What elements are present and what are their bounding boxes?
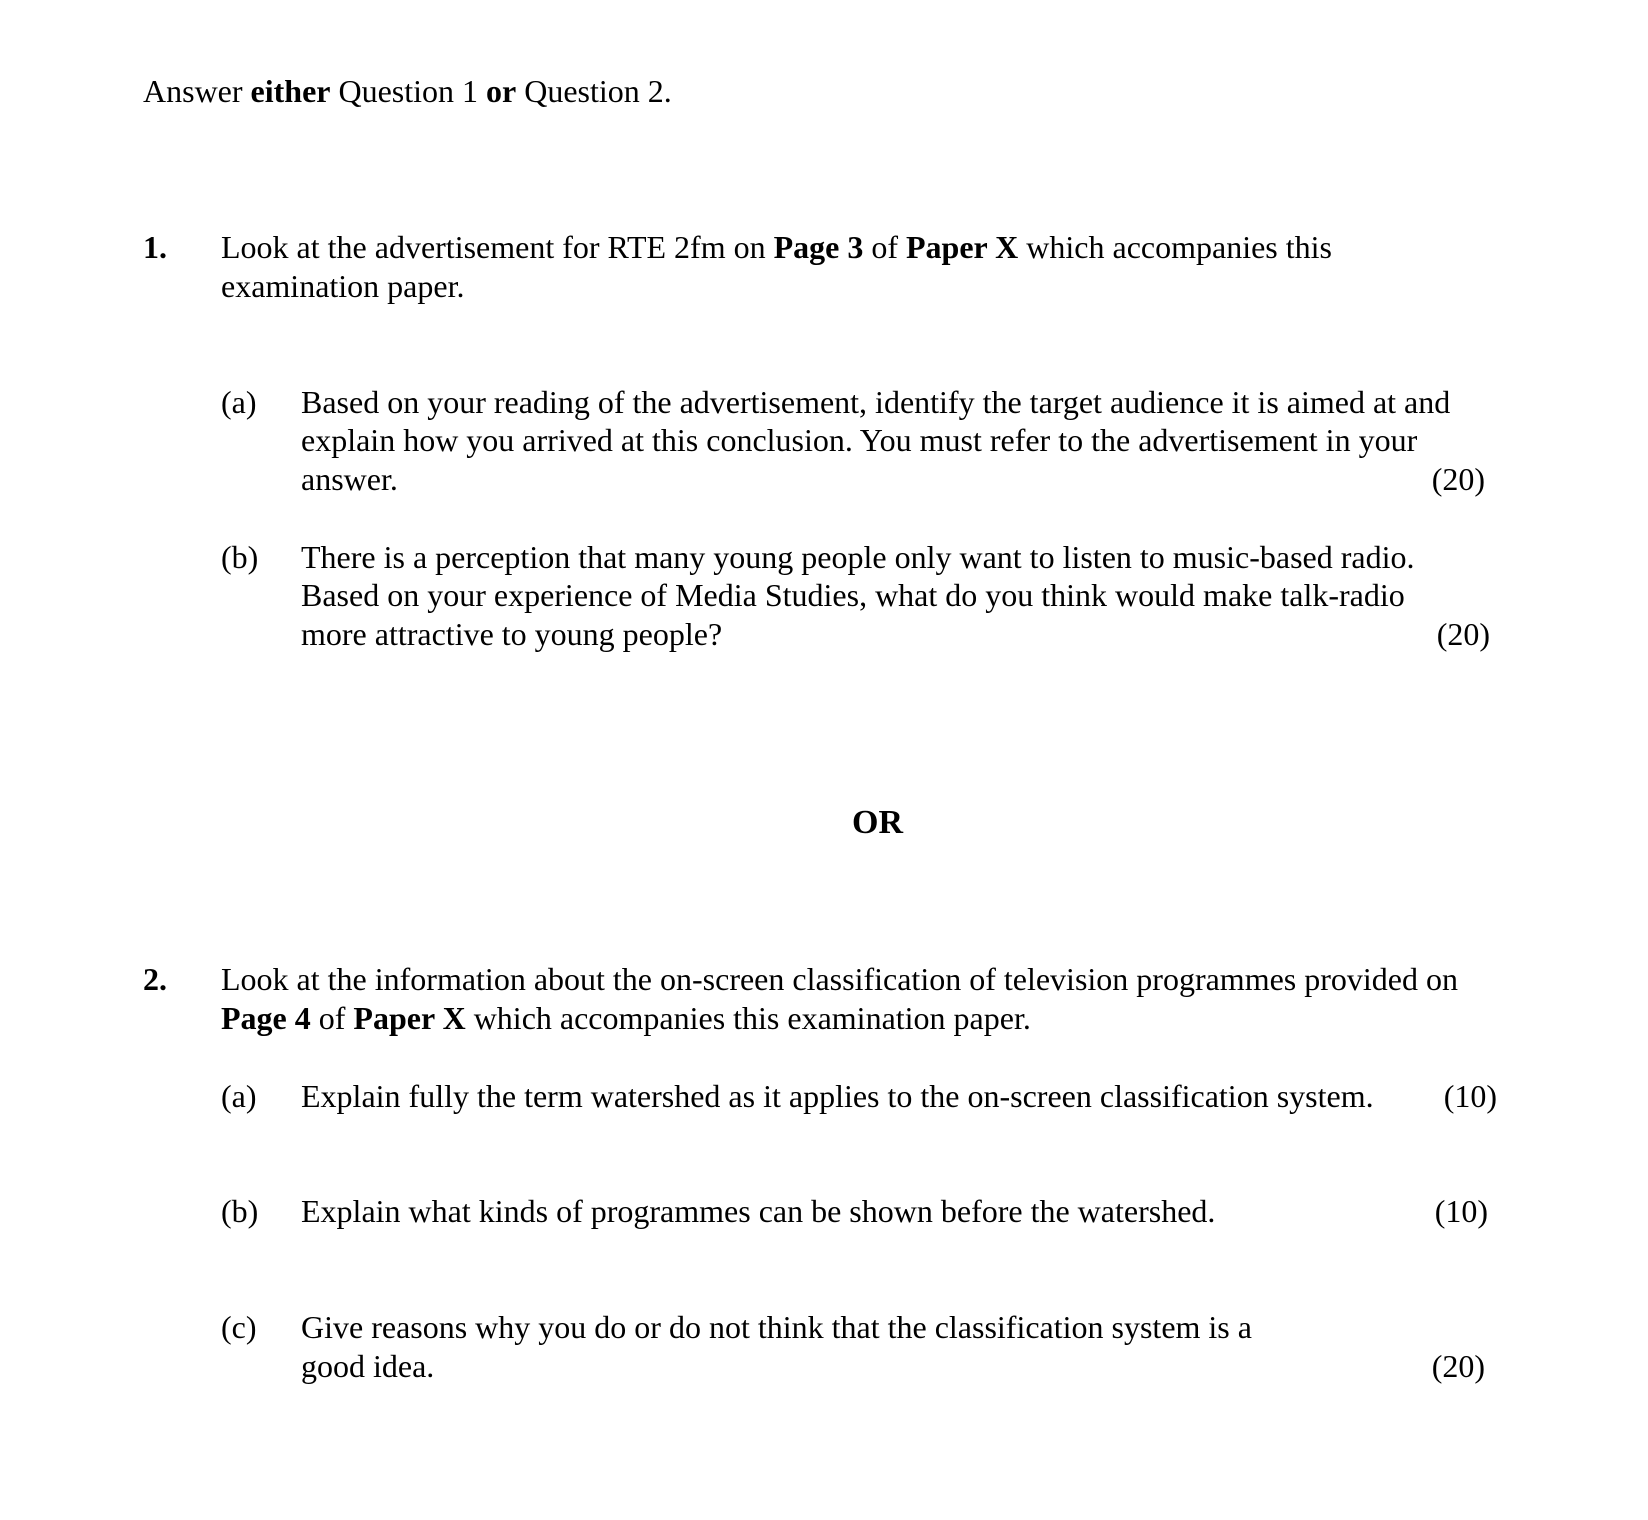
question-2-stem-line-2 [221, 999, 1031, 1038]
question-1b-line-1: There is a perception that many young people only want to listen to music-based radio. [301, 539, 1415, 575]
question-2c-line-2: good idea. [301, 1348, 435, 1384]
stem-text: which accompanies this examination paper. [465, 1000, 1031, 1036]
instruction-or: or [486, 73, 517, 109]
question-2b-marks: (10) [1434, 1193, 1488, 1229]
instruction-either: either [250, 73, 331, 109]
question-1a-label: (a) [221, 384, 257, 420]
question-2c-line-1: Give reasons why you do or do not think that the classification system is a [301, 1309, 1252, 1345]
question-2a-marks: (10) [1443, 1078, 1497, 1114]
question-1a-line-1: Based on your reading of the advertisement, identify the target audience it is aimed at and [301, 384, 1451, 420]
question-2a-label: (a) [221, 1078, 257, 1114]
question-1b-marks: (20) [1436, 616, 1490, 652]
question-1b-label: (b) [221, 539, 259, 575]
or-heading: OR [852, 804, 903, 841]
stem-page-ref: Page 3 [773, 229, 864, 265]
stem-paper-ref: Paper X [906, 229, 1019, 265]
question-1-number: 1. [143, 229, 167, 265]
question-2-number: 2. [143, 961, 167, 997]
stem-text: which accompanies this [1018, 229, 1332, 265]
question-2c-label: (c) [221, 1309, 257, 1345]
stem-text: of [310, 1000, 354, 1036]
question-2a-text: Explain fully the term watershed as it applies to the on-screen classification system. [301, 1078, 1374, 1114]
question-2b-label: (b) [221, 1193, 259, 1229]
question-1b-line-3: more attractive to young people? [301, 616, 723, 652]
instruction-part: Question 1 [330, 73, 487, 109]
question-1b-line-2: Based on your experience of Media Studies, what do you think would make talk-radio [301, 577, 1405, 613]
question-1-stem-line-2: examination paper. [221, 268, 465, 304]
instruction-part: Question 2. [516, 73, 672, 109]
instruction-part: Answer [143, 73, 251, 109]
instruction-text [143, 72, 672, 111]
question-1a-line-3: answer. [301, 461, 398, 497]
question-1-stem-line-1 [221, 228, 1332, 267]
stem-page-ref: Page 4 [221, 1000, 311, 1036]
question-1a-marks: (20) [1431, 461, 1485, 497]
question-2c-marks: (20) [1431, 1348, 1485, 1384]
stem-text: of [863, 229, 906, 265]
stem-paper-ref: Paper X [353, 1000, 466, 1036]
stem-text: Look at the advertisement for RTE 2fm on [221, 229, 774, 265]
question-2-stem-line-1: Look at the information about the on-screen classification of television programmes provided on [221, 961, 1458, 997]
question-2b-text: Explain what kinds of programmes can be shown before the watershed. [301, 1193, 1216, 1229]
question-1a-line-2: explain how you arrived at this conclusion. You must refer to the advertisement in your [301, 422, 1418, 458]
